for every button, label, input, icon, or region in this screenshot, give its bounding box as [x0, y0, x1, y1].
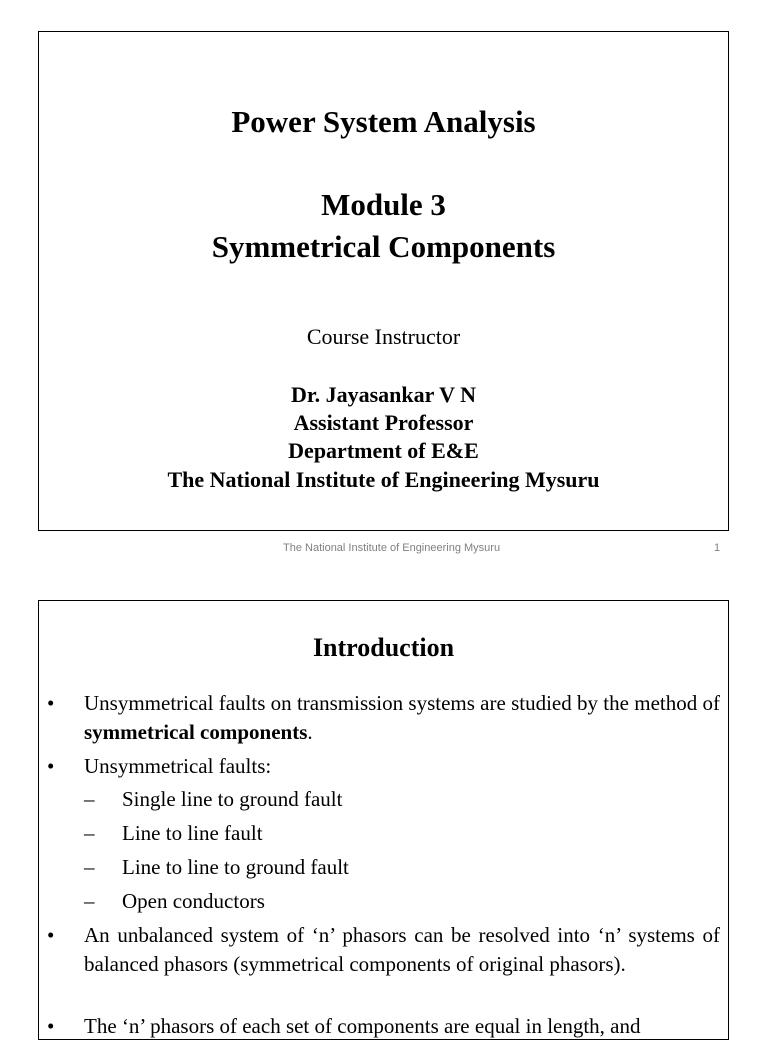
bullet-text-part: .	[307, 719, 313, 744]
module-subject: Symmetrical Components	[211, 229, 556, 264]
bullet-text: The ‘n’ phasors of each set of components are equal in length, and	[84, 1014, 641, 1038]
sub-item-text: Line to line fault	[122, 821, 263, 845]
instructor-institute: The National Institute of Engineering Mysuru	[167, 467, 600, 492]
module-number: Module 3	[321, 187, 446, 222]
dash-marker: –	[84, 821, 95, 845]
bullet-marker: •	[47, 1014, 55, 1038]
instructor-position: Assistant Professor	[293, 410, 474, 435]
sub-item-text: Open conductors	[122, 889, 265, 913]
bullet-marker: •	[47, 691, 55, 715]
dash-marker: –	[84, 889, 95, 913]
title-slide	[38, 31, 729, 531]
slide-footer	[0, 542, 768, 558]
instructor-name: Dr. Jayasankar V N	[290, 382, 476, 407]
bullet-text: Unsymmetrical faults:	[84, 754, 272, 778]
sub-item-text: Single line to ground fault	[122, 787, 343, 811]
introduction-slide	[38, 600, 729, 1040]
bullet-marker: •	[47, 754, 55, 778]
page-number: 1	[714, 542, 721, 554]
slide-heading: Introduction	[312, 633, 455, 662]
bullet-text-part: Unsymmetrical faults on transmission systems are studied by the method of	[84, 691, 720, 715]
instructor-role: Course Instructor	[306, 324, 461, 349]
bullet-text	[84, 689, 720, 746]
dash-marker: –	[84, 787, 95, 811]
dash-marker: –	[84, 855, 95, 879]
footer-text: The National Institute of Engineering Mysuru	[283, 542, 501, 554]
bullet-marker: •	[47, 923, 55, 947]
instructor-department: Department of E&E	[288, 438, 479, 463]
bullet-text: An unbalanced system of ‘n’ phasors can be resolved into ‘n’ systems of balanced phasors (symmetrical components of original phasors).	[84, 923, 720, 976]
sub-item-text: Line to line to ground fault	[122, 855, 349, 879]
bullet-emphasis: symmetrical components	[84, 719, 308, 744]
course-title: Power System Analysis	[231, 104, 536, 139]
